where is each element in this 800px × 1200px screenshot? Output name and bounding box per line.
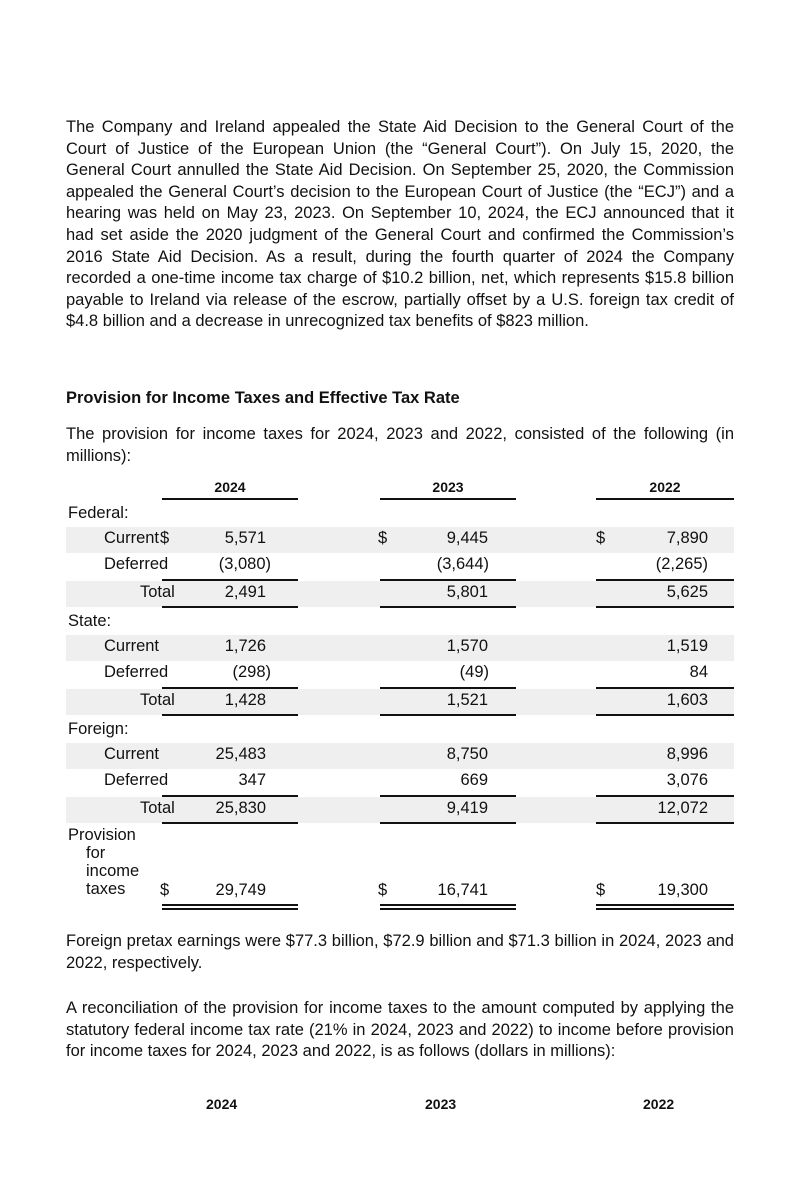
foreign-current-2022: 8,996 (666, 745, 708, 763)
row-label-federal-deferred: Deferred (104, 555, 169, 573)
row-label-foreign-current: Current (104, 745, 160, 763)
currency-symbol: $ (160, 529, 170, 547)
federal-current-2023: 9,445 (446, 529, 488, 547)
grand-total-double-rule (380, 904, 516, 910)
row-label-federal-current: Current (104, 529, 160, 547)
state-current-2022: 1,519 (666, 637, 708, 655)
foreign-deferred-2022: 3,076 (666, 771, 708, 789)
total-rule (596, 714, 734, 716)
state-total-2022: 1,603 (666, 691, 708, 709)
total-rule (596, 822, 734, 824)
currency-symbol: $ (378, 881, 388, 899)
section-heading: Provision for Income Taxes and Effective Tax Rate (66, 389, 460, 407)
next-table-header-2023: 2023 (425, 1096, 457, 1112)
federal-total-2024: 2,491 (224, 583, 266, 601)
row-label-provision (68, 826, 139, 898)
provision-label-line: income (86, 862, 140, 880)
foreign-current-2024: 25,483 (215, 745, 266, 763)
federal-deferred-2024: (3,080) (218, 555, 271, 573)
provision-2022: 19,300 (657, 881, 708, 899)
state-deferred-2023: (49) (459, 663, 489, 681)
section-label-foreign: Foreign: (68, 720, 129, 738)
total-rule (162, 714, 298, 716)
next-table-header-2024: 2024 (206, 1096, 238, 1112)
foreign-current-2023: 8,750 (446, 745, 488, 763)
state-deferred-2024: (298) (232, 663, 271, 681)
federal-total-2022: 5,625 (666, 583, 708, 601)
currency-symbol: $ (160, 881, 170, 899)
paragraph-foreign-pretax: Foreign pretax earnings were $77.3 billion, $72.9 billion and $71.3 billion in 2024, 2023 and 2022, respectively. (66, 932, 734, 972)
foreign-deferred-2024: 347 (238, 771, 266, 789)
row-label-foreign-total: Total (140, 799, 175, 817)
foreign-deferred-2023: 669 (460, 771, 488, 789)
row-label-foreign-deferred: Deferred (104, 771, 169, 789)
federal-current-2024: 5,571 (224, 529, 266, 547)
total-rule (380, 714, 516, 716)
currency-symbol: $ (596, 529, 606, 547)
row-label-state-deferred: Deferred (104, 663, 169, 681)
foreign-total-2024: 25,830 (215, 799, 266, 817)
total-rule (162, 606, 298, 608)
federal-deferred-2023: (3,644) (436, 555, 489, 573)
provision-2024: 29,749 (215, 881, 266, 899)
total-rule (380, 822, 516, 824)
state-current-2024: 1,726 (224, 637, 266, 655)
federal-total-2023: 5,801 (446, 583, 488, 601)
grand-total-double-rule (162, 904, 298, 910)
paragraph-reconciliation: A reconciliation of the provision for income taxes to the amount computed by applying the statutory federal income tax rate (21% in 2024, 2023 and 2022) to income before provision for income taxes for 2024, 2023 and 2022, is as follows (dollars in millions): (66, 999, 734, 1061)
paragraph-state-aid: The Company and Ireland appealed the State Aid Decision to the General Court of the Court of Justice of the European Union (the “General Court”). On July 15, 2020, the General Court annulled the State Aid Decision. On September 25, 2020, the Commission appealed the General Court’s decision to the European Court of Justice (the “ECJ”) and a hearing was held on May 23, 2023. On September 10, 2024, the ECJ announced that it had set aside the 2020 judgment of the General Court and confirmed the Commission’s 2016 State Aid Decision. As a result, during the fourth quarter of 2024 the Company recorded a one-time income tax charge of $10.2 billion, net, which represents $15.8 billion payable to Ireland via release of the escrow, partially offset by a U.S. foreign tax credit of $4.8 billion and a decrease in unrecognized tax benefits of $823 million. (66, 118, 734, 331)
row-label-state-total: Total (140, 691, 175, 709)
currency-symbol: $ (378, 529, 388, 547)
grand-total-double-rule (596, 904, 734, 910)
section-label-federal: Federal: (68, 504, 129, 522)
federal-deferred-2022: (2,265) (655, 555, 708, 573)
total-rule (596, 606, 734, 608)
state-total-2023: 1,521 (446, 691, 488, 709)
paragraph-provision-intro: The provision for income taxes for 2024, 2023 and 2022, consisted of the following (in millions): (66, 425, 734, 465)
column-header-2024: 2024 (162, 476, 298, 500)
next-table-header-2022: 2022 (643, 1096, 675, 1112)
state-current-2023: 1,570 (446, 637, 488, 655)
column-header-2022: 2022 (596, 476, 734, 500)
provision-table (66, 476, 734, 916)
total-rule (380, 606, 516, 608)
state-total-2024: 1,428 (224, 691, 266, 709)
currency-symbol: $ (596, 881, 606, 899)
foreign-total-2022: 12,072 (657, 799, 708, 817)
provision-2023: 16,741 (437, 881, 488, 899)
row-label-state-current: Current (104, 637, 160, 655)
section-label-state: State: (68, 612, 112, 630)
row-label-federal-total: Total (140, 583, 175, 601)
foreign-total-2023: 9,419 (446, 799, 488, 817)
provision-label-line: Provision (68, 826, 136, 844)
state-deferred-2022: 84 (689, 663, 708, 681)
provision-label-line: taxes (86, 880, 126, 898)
column-header-2023: 2023 (380, 476, 516, 500)
total-rule (162, 822, 298, 824)
provision-label-line: for (86, 844, 106, 862)
federal-current-2022: 7,890 (666, 529, 708, 547)
